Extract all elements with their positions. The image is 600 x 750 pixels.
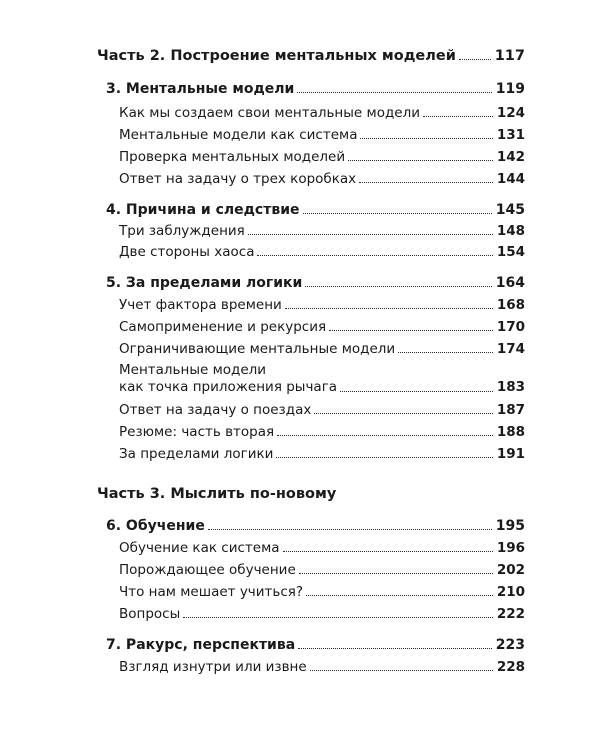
dot-leader: [299, 573, 493, 574]
dot-leader: [248, 234, 493, 235]
toc-part-2: [97, 48, 525, 64]
dot-leader: [297, 92, 491, 93]
dot-leader: [183, 617, 493, 618]
toc-section-title: Ответ на задачу о трех коробках: [119, 171, 357, 187]
toc-section: [119, 149, 525, 165]
toc-page-number: 124: [496, 105, 525, 121]
toc-chapter-title: 7. Ракурс, перспектива: [106, 637, 296, 653]
toc-page-number: 195: [495, 518, 525, 534]
toc-chapter-title: 3. Ментальные модели: [106, 81, 295, 97]
toc-section: [119, 341, 525, 357]
dot-leader: [314, 413, 492, 414]
toc-part-title: Часть 2. Построение ментальных моделей: [97, 48, 456, 64]
toc-section-line2: [119, 379, 525, 396]
toc-section: [119, 244, 525, 260]
toc-section-title: Как мы создаем свои ментальные модели: [119, 105, 420, 121]
toc-section: [119, 424, 525, 440]
toc-chapter-6: [106, 518, 525, 534]
toc-section-title-line1: Ментальные модели: [119, 362, 267, 378]
toc-section-title-line2: как точка приложения рычага: [119, 379, 338, 395]
toc-section-title: Две стороны хаоса: [119, 244, 255, 260]
toc-part-title: Часть 3. Мыслить по-новому: [97, 486, 337, 502]
toc-section: [119, 659, 525, 675]
toc-page-number: 191: [496, 446, 525, 462]
toc-section-title: Взгляд изнутри или извне: [119, 659, 307, 675]
toc-page-number: 145: [495, 202, 525, 218]
dot-leader: [298, 648, 492, 649]
dot-leader: [305, 286, 491, 287]
toc-section: [119, 446, 525, 462]
toc-chapter-title: 6. Обучение: [106, 518, 205, 534]
toc-chapter-5: [106, 275, 525, 291]
dot-leader: [257, 255, 492, 256]
dot-leader: [303, 213, 492, 214]
toc-page-number: 148: [496, 223, 525, 239]
toc-page-number: 223: [495, 637, 525, 653]
toc-section: [119, 402, 525, 418]
toc-section-title: Ограничивающие ментальные модели: [119, 341, 396, 357]
toc-section-title: Учет фактора времени: [119, 297, 282, 313]
toc-chapter-title: 5. За пределами логики: [106, 275, 303, 291]
toc-section: [119, 297, 525, 313]
dot-leader: [310, 670, 493, 671]
toc-chapter-7: [106, 637, 525, 653]
toc-section-title: Ментальные модели как система: [119, 127, 358, 143]
toc-section: [119, 127, 525, 143]
toc-part-3: [97, 486, 525, 502]
dot-leader: [283, 551, 493, 552]
toc-page-number: 196: [496, 540, 525, 556]
dot-leader: [276, 457, 492, 458]
dot-leader: [277, 435, 493, 436]
dot-leader: [348, 160, 493, 161]
dot-leader: [398, 352, 493, 353]
toc-page-number: 119: [495, 81, 525, 97]
dot-leader: [285, 308, 493, 309]
toc-page-number: 170: [496, 319, 525, 335]
toc-section: [119, 562, 525, 578]
toc-page-number: 187: [496, 402, 525, 418]
toc-section-title: Порождающее обучение: [119, 562, 296, 578]
toc-section-title: Вопросы: [119, 606, 181, 622]
toc-section: [119, 319, 525, 335]
toc-section-title: Три заблуждения: [119, 223, 245, 239]
toc-section: [119, 606, 525, 622]
toc-page-number: 228: [496, 659, 525, 675]
toc-section-title: Проверка ментальных моделей: [119, 149, 346, 165]
toc-chapter-4: [106, 202, 525, 218]
toc-page-number: 144: [496, 171, 525, 187]
dot-leader: [360, 138, 492, 139]
toc-page-number: 168: [496, 297, 525, 313]
toc-section: [119, 105, 525, 121]
toc-page-number: 154: [496, 244, 525, 260]
toc-section-title: Самоприменение и рекурсия: [119, 319, 327, 335]
toc-page-number: 183: [496, 379, 525, 395]
toc-page-number: 222: [496, 606, 525, 622]
toc-section-multiline: [119, 362, 525, 396]
toc-chapter-3: [106, 81, 525, 97]
dot-leader: [359, 182, 493, 183]
toc-page-number: 164: [495, 275, 525, 291]
toc-page-number: 210: [496, 584, 525, 600]
toc-page-number: 202: [496, 562, 525, 578]
dot-leader: [340, 391, 493, 392]
toc-section: [119, 584, 525, 600]
toc-page-number: 142: [496, 149, 525, 165]
toc-page-number: 188: [496, 424, 525, 440]
dot-leader: [306, 595, 493, 596]
dot-leader: [329, 330, 493, 331]
toc-section-title: Обучение как система: [119, 540, 280, 556]
toc-page-number: 174: [496, 341, 525, 357]
dot-leader: [423, 116, 493, 117]
toc-section-title: За пределами логики: [119, 446, 274, 462]
toc-section-title: Что нам мешает учиться?: [119, 584, 304, 600]
toc-page-number: 117: [494, 48, 525, 64]
toc-chapter-title: 4. Причина и следствие: [106, 202, 300, 218]
dot-leader: [459, 59, 491, 60]
toc-section-title: Резюме: часть вторая: [119, 424, 275, 440]
toc-section: [119, 540, 525, 556]
toc-section: [119, 171, 525, 187]
toc-section: [119, 223, 525, 239]
toc-page-number: 131: [496, 127, 525, 143]
toc-section-title: Ответ на задачу о поездах: [119, 402, 312, 418]
dot-leader: [208, 529, 492, 530]
